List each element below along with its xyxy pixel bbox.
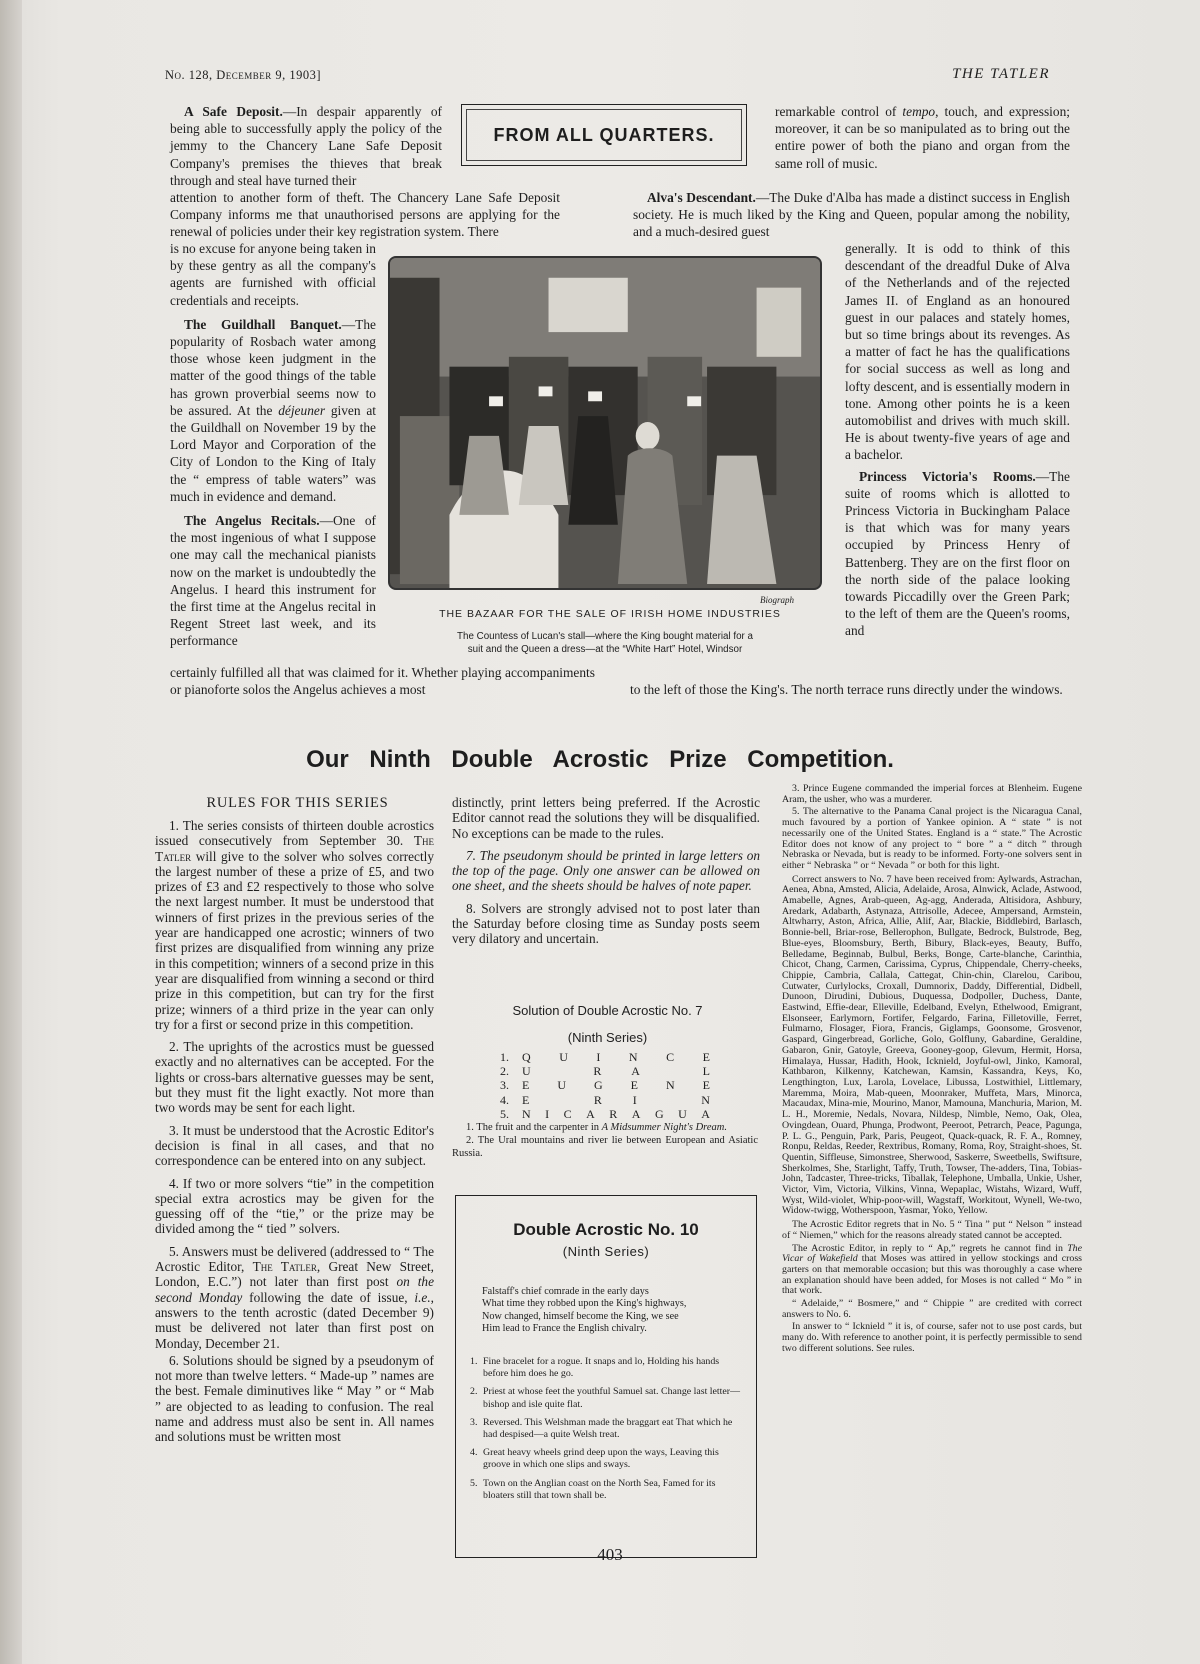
acrostic-10-light-text: Priest at whose feet the youthful Samuel sat. Change last letter—bishop and isle quite flat.	[483, 1386, 740, 1410]
answer-icknield: In answer to “ Icknield ” it is, of course, safer not to use post cards, but many do. With reference to another point, it is perfectly permissible to send two different solutions. See rules.	[782, 1321, 1082, 1354]
solution-letter	[667, 1093, 670, 1107]
reply-ap-3: that Moses was attired in yellow stockings and cross garters on that memorable occasion; but this was thoroughly a case where an explanation should have been added, for Moses is not called “ Mo ” in that work.	[782, 1253, 1082, 1297]
guildhall-body-1: —The popularity of Rosbach water among those whose keen judgment in the matter of the good things of the table has grown proverbial seems now to be assured. At the	[170, 316, 376, 418]
solution-row	[500, 1093, 710, 1107]
solution-letter: A	[631, 1106, 641, 1121]
safe-deposit-wide-text: attention to another form of theft. The Chancery Lane Safe Deposit Company informs me that unauthorised persons are applying for the renewal of policies under their key registration system. There	[170, 190, 560, 240]
guildhall-dejeuner: déjeuner	[278, 402, 326, 418]
correct-answers-intro: Correct answers to No. 7 have been received from:	[792, 873, 996, 885]
acrostic-10-light	[470, 1386, 746, 1410]
magazine-name: THE TATLER	[952, 66, 1050, 82]
column-heading: FROM ALL QUARTERS.	[493, 125, 715, 145]
rules-heading: RULES FOR THIS SERIES	[206, 795, 389, 811]
solution-letter: I	[545, 1106, 550, 1121]
rule-1a: 1. The series consists of thirteen double acrostics issued consecutively from September 30.	[155, 818, 434, 849]
safe-deposit-top	[170, 103, 442, 189]
safe-deposit-body: —In despair apparently of being able to successfully apply the policy of the jemmy to the Chancery Lane Safe Deposit Company's premises the thieves that break through and steal have turned their	[170, 104, 442, 188]
photo-caption-title: THE BAZAAR FOR THE SALE OF IRISH HOME INDUSTRIES	[439, 608, 781, 620]
angelus-wide	[170, 664, 595, 698]
solution-letter: A	[586, 1106, 595, 1121]
acrostic-10-light-text: Town on the Anglian coast on the North Sea, Famed for its bloaters still that town shall be.	[483, 1477, 716, 1501]
rule-6a: 6. Solutions should be signed by a pseudonym of not more than twelve letters. “ Made-up ” names are the best. Female diminutives like “ May ” or “ Mab ” are objected to as leading to confusion. The real name and address must also be sent in. All names and solutions must be written most	[155, 1352, 434, 1445]
acrostic-10-intro-line: Him lead to France the English chivalry.	[482, 1323, 647, 1335]
rule-5a: 5. Answers must be delivered (addressed to “ The Acrostic Editor,	[155, 1243, 434, 1275]
victoria-end	[630, 681, 1070, 698]
solution-letter: E	[702, 1078, 710, 1093]
solution-note-5: 5. The alternative to the Panama Canal project is the Nicaragua Canal, much favoured by a portion of Yankee opinion. A “ state ” is not necessarily one of the United States. England is a “ state.” The Acrostic Editor does not know of any project to “ bore ” a “ ditch ” through Nebraska or Nevada, but is ready to be informed. Forty-one solvers sent in either “ Nebraska ” or “ Nevada ” or both for this light.	[782, 806, 1082, 871]
competition-title: Our Ninth Double Acrostic Prize Competition.	[306, 746, 894, 773]
acrostic-10-light-text: Great heavy wheels grind deep upon the ways, Leaving this groove in which one slips and sways.	[483, 1447, 719, 1471]
acrostic-10-light	[470, 1447, 746, 1471]
issue-line: No. 128, December 9, 1903]	[165, 68, 322, 82]
rules-column-left	[155, 818, 434, 1445]
acrostic-10-light-text: Reversed. This Welshman made the braggart eat That which he had despised—a quite Welsh treat.	[483, 1416, 733, 1441]
safe-deposit-title: A Safe Deposit.	[184, 104, 283, 119]
reply-ap-1: The Acrostic Editor, in reply to “ Ap,” regrets he cannot find in	[792, 1242, 1068, 1254]
acrostic-10-title: Double Acrostic No. 10	[513, 1220, 699, 1239]
rule-5c: on the second Monday	[155, 1274, 434, 1305]
solution-row-number: 5.	[500, 1106, 509, 1121]
solution-row-number: 1.	[500, 1050, 509, 1064]
angelus-cont-2: , touch, and expression; moreover, it can be so manipulated as to bring out the entire power of both the piano and organ from the same roll of music.	[775, 104, 1070, 171]
angelus-tempo: tempo	[902, 104, 936, 119]
solution-letter: E	[630, 1078, 638, 1093]
solution-letter: I	[596, 1050, 601, 1064]
solution-letter: E	[702, 1050, 710, 1064]
solution-letter: N	[665, 1078, 675, 1093]
rule-8: 8. Solvers are strongly advised not to post later than the Saturday before closing time as Sunday posts seem very dilatory and uncertain.	[452, 900, 760, 947]
angelus-cont-1: remarkable control of	[775, 104, 903, 119]
angelus-body-narrow: —One of the most ingenious of what I suppose one may call the mechanical pianists now on the market is undoubtedly the Angelus. I heard this instrument for the first time at the Angelus recital in Regent Street last week, and its performance	[170, 513, 377, 649]
solution-letter: R	[593, 1092, 602, 1107]
acrostic-10-lights	[470, 1356, 746, 1508]
reply-ap-2: The Vicar of Wakefield	[782, 1242, 1082, 1265]
solution-row	[500, 1050, 710, 1064]
acrostic-10-intro-line: Falstaff's chief comrade in the early days	[482, 1286, 649, 1297]
acrostic-10-series: (Ninth Series)	[562, 1244, 650, 1259]
solution-row-letters	[522, 1093, 710, 1107]
solution-letter: N	[628, 1050, 638, 1064]
editor-regret: The Acrostic Editor regrets that in No. 5 “ Tina ” put “ Nelson ” instead of “ Niemen,” which for the reasons already stated cannot be accepted.	[782, 1219, 1082, 1241]
guildhall-body-2: given at the Guildhall on November 19 by the Lord Mayor and Corporation of the City of London to the King of Italy the “ empress of table waters” was much in evidence and demand.	[170, 402, 376, 504]
page-spine-shadow	[0, 0, 22, 1664]
solution-letter: A	[631, 1064, 640, 1079]
acrostic-10-light	[470, 1478, 746, 1502]
solution-row	[500, 1107, 710, 1121]
solution-note-2: 2. The Ural mountains and river lie between European and Asiatic Russia.	[452, 1134, 758, 1159]
solution-note-1b: A Midsummer Night's Dream.	[601, 1122, 728, 1133]
rule-1-tatler: The Tatler	[155, 833, 434, 864]
solution-letter: U	[559, 1050, 568, 1064]
safe-deposit-tail: is no excuse for anyone being taken in by these gentry as all the company's agents are furnished with official credentials and receipts.	[170, 241, 376, 308]
solution-row	[500, 1078, 710, 1092]
rule-2: 2. The uprights of the acrostics must be guessed exactly and no alternatives can be accepted. For the lights or cross-bars alternative guesses may be sent, but they must fit the light exactly. Not more than two words may be sent for each light.	[155, 1039, 434, 1116]
solution-row-letters	[522, 1050, 710, 1064]
solution-note-3: 3. Prince Eugene commanded the imperial forces at Blenheim. Eugene Aram, the usher, who was a murderer.	[782, 783, 1082, 805]
rule-5-tatler: The Tatler	[252, 1259, 317, 1275]
solution-title: Solution of Double Acrostic No. 7	[512, 1003, 703, 1018]
solution-row-number: 2.	[500, 1064, 509, 1079]
rules-column-middle	[452, 795, 760, 947]
victoria-body: —The suite of rooms which is allotted to Princess Victoria in Buckingham Palace is that which was for many years occupied by Princess Henry of Battenberg. They are on the first floor on the north side of the palace looking towards Piccadilly over the Green Park; to the left of them are the Queen's rooms, and	[845, 468, 1070, 639]
solution-letter: G	[593, 1078, 603, 1093]
photo-caption	[380, 630, 830, 656]
solution-row-letters	[522, 1107, 710, 1121]
photo-caption-line-1: The Countess of Lucan's stall—where the King bought material for a	[457, 631, 753, 642]
page-number: 403	[597, 1545, 623, 1564]
rule-5b: , Great New Street, London, E.C.”) not later than first post	[155, 1259, 434, 1290]
solution-notes	[452, 1122, 758, 1160]
acrostic-10-intro	[482, 1286, 738, 1336]
alva-title: Alva's Descendant.	[647, 190, 756, 205]
acrostic-10-intro-line: What time they robbed upon the King's highways,	[482, 1298, 687, 1310]
solution-row-letters	[522, 1064, 710, 1078]
solution-letter: R	[609, 1106, 618, 1121]
rule-1b: will give to the solver who solves correctly the largest number of these a prize of £5, and two prizes of £3 and £2 respectively to those who solve the next largest number. It must be understood that winners of first prizes in the previous series of the year are handicapped one acrostic; winners of two first prizes are disqualified from winning any prize in this competition; winners of a second prize in this year are disqualified from winning a second or third prize in this competition, but can try for the first prize; winners of a third prize in the year can only try for a first or second prize in this competition.	[155, 848, 434, 1032]
solution-series: (Ninth Series)	[567, 1030, 648, 1045]
acrostic-notes-column	[782, 784, 1082, 1357]
solution-letter: E	[522, 1092, 530, 1107]
solution-letter: A	[701, 1106, 710, 1121]
solution-letter: E	[522, 1078, 530, 1093]
solution-letter: N	[522, 1106, 531, 1121]
angelus-title: The Angelus Recitals.	[184, 513, 320, 529]
rule-7: 7. The pseudonym should be printed in large letters on the top of the page. Only one answer can be allowed on one sheet, and the sheets should be halves of note paper.	[452, 847, 760, 894]
solution-grid	[500, 1050, 710, 1121]
guildhall-title: The Guildhall Banquet.	[184, 316, 342, 332]
solution-row-number: 4.	[500, 1092, 509, 1107]
rule-6b: distinctly, print letters being preferred. If the Acrostic Editor cannot read the solutions they will be disqualified. No exceptions can be made to the rules.	[452, 795, 760, 841]
solution-letter: Q	[522, 1050, 531, 1064]
solution-letter: U	[678, 1106, 687, 1121]
safe-deposit-wide	[170, 189, 560, 241]
acrostic-10-light-number: 1.	[470, 1356, 478, 1367]
photo-credit: Biograph	[760, 595, 795, 605]
solution-letter: N	[701, 1092, 710, 1107]
solution-letter	[561, 1064, 564, 1078]
solution-letter: I	[632, 1092, 637, 1107]
solution-letter	[560, 1093, 563, 1107]
acrostic-10-light-text: Fine bracelet for a rogue. It snaps and lo, Holding his hands before him does he go.	[483, 1356, 720, 1380]
acrostic-10-light-number: 4.	[470, 1447, 478, 1459]
solution-letter: G	[654, 1106, 664, 1121]
angelus-body-wide: certainly fulfilled all that was claimed for it. Whether playing accompaniments or pianoforte solos the Angelus achieves a most	[170, 665, 595, 698]
acrostic-10-light-number: 5.	[470, 1477, 478, 1489]
rule-3: 3. It must be understood that the Acrostic Editor's decision is final in all cases, and that no correspondence can be entered into on any subject.	[155, 1122, 434, 1169]
solution-letter: U	[522, 1064, 531, 1079]
solution-letter: C	[666, 1050, 675, 1064]
solution-letter: U	[557, 1078, 566, 1093]
bazaar-photograph	[388, 256, 822, 590]
alva-body-top: —The Duke d'Alba has made a distinct success in English society. He is much liked by the King and Queen, popular among the nobility, and a much-desired guest	[633, 190, 1070, 240]
solution-letter: L	[702, 1064, 710, 1079]
solution-row-number: 3.	[500, 1078, 509, 1093]
alva-body-side: generally. It is odd to think of this descendant of the dreadful Duke of Alva of the Netherlands and of the rejected James II. of England as an honoured guest in our palaces and stately homes, but so time brings about its revenges. As a matter of fact he has the qualifications for social success as well as long and lofty descent, and is essentially modern in tone. Among other points he is a keen automobilist and drives with much skill. He is about twenty-five years of age and a bachelor.	[845, 241, 1070, 463]
solution-letter	[670, 1064, 673, 1078]
solution-letter: C	[563, 1106, 572, 1121]
victoria-title: Princess Victoria's Rooms.	[859, 468, 1036, 484]
running-header	[165, 66, 1050, 86]
rule-5d: following the date of issue,	[242, 1289, 415, 1305]
alva-top	[633, 189, 1070, 241]
right-narrow-column	[845, 240, 1070, 640]
from-all-quarters-box	[461, 104, 747, 166]
bazaar-photo-illustration	[390, 258, 820, 588]
rule-4: 4. If two or more solvers “tie” in the competition special extra acrostics may be given for the guessing off of the “tie,” or the prize may be divided among the “ tied ” solvers.	[155, 1175, 434, 1237]
rule-5e: i.e.	[414, 1289, 431, 1305]
correct-answers-names: Aylwards, Astrachan, Aenea, Abna, Amsted, Alicia, Adelaide, Arosa, Alnwick, Aclade, Astwood, Amabelle, Agnes, Arab-queen, Ag-agg, Anderada, Altisidora, Ashbury, Aredark, Adabarth, Astynaza, Attrisolle, Adecee, Ampersand, Armstein, Altwharry, Aston, Africa, Allie, Alif, Aar, Blackie, Biddlebird, Barlasch, Bonnie-bell, Briar-rose, Bellerophon, Bullgate, Bedrock, Bulstrode, Beg, Blue-eyes, Bloomsbury, Berth, Bibury, Black-eyes, Beauty, Buffo, Belledame, Beginnab, Bulbul, Berks, Bonge, Carte-blanche, Carinthia, Chicot, Chang, Carmen, Carissima, Cyprus, Chippendale, Cherry-cheeks, Chippie, Cambria, Callala, Cattegat, Chin-chin, Clarelou, Caribou, Cutwater, Curlylocks, Croxall, Dumnorix, Daddy, Differential, Didbell, Dunoon, Dirudini, Dubious, Duquessa, Dodpoller, Duchess, Dante, Eastwind, Effie-dear, Elleville, Edelband, Evelyn, Ethelwood, Emigrant, Elsonseer, Earlymorn, Fortifer, Felgardo, Farina, Filletoville, Ferret, Fulmarno, Flosager, Fiora, Francis, Giglamps, Goonsome, Grosvenor, Gaspard, Gingerbread, Gorliche, Golo, Golfluny, Gabardine, Geraldine, Gabaron, Gnir, Gatoyle, Greeva, Gooney-goop, Glevum, Hermit, Horsa, Himalaya, Hussar, Hadith, Hook, Icknield, Joyful-owl, Jinko, Kamoral, Kathbaron, Kilkenny, Katchewan, Kamsin, Kassandra, Keys, Ko, Lengthington, Lux, Larola, Lovelace, Libussa, Lostwithiel, Littlemary, Maremma, Moira, Mab-queen, Moonraker, Muffeta, Mars, Minorca, Macaudax, Mina-mie, Mourino, Manor, Mamouna, Manchuria, Marion, M. L. H., Moremie, Nedals, Novara, Nildesp, Nimble, Nemo, Oak, Olea, Ovingdean, Ouard, Phunga, Prodwont, Peeroot, Petrarch, Peace, Pagunga, P. L. G., Penguin, Park, Paris, Peugeot, Quack-quack, R. F. A., Romney, Ronpu, Reldas, Reeder, Rextribus, Romany, Roma, Roy, Straight-shoes, St. Quentin, Siffleuse, Simonstree, Sherwood, Saskerre, Sweetbells, Swiftsure, Sherkolmes, She, Starlight, Taffy, Truth, Towser, The-adders, Tina, Tobias-John, Tadcaster, Three-tricks, Tiballak, Telephone, Umballa, Unkie, Usher, Victor, Vim, Victoria, Vilkins, Vinna, Wepaplac, Wistahs, Wizard, Wuff, Wyst, Wild-violet, Whip-poor-will, Wagstaff, Workitout, Wynell, We-two, Widow-twigg, Wotherspoon, Yasmar, Yoko, Yellow.	[782, 873, 1082, 1217]
solution-letter: R	[593, 1064, 602, 1079]
acrostic-10-intro-line: Now changed, himself become the King, we see	[482, 1310, 679, 1322]
solution-note-1a: 1. The fruit and the carpenter in	[466, 1122, 602, 1133]
solution-row-letters	[522, 1078, 710, 1092]
credited-solvers: “ Adelaide,” “ Bosmere,” and “ Chippie ” are credited with correct answers to No. 6.	[782, 1298, 1082, 1320]
victoria-body-end: to the left of those the King's. The north terrace runs directly under the windows.	[630, 682, 1063, 697]
acrostic-10-light-number: 3.	[470, 1416, 478, 1428]
acrostic-10-light	[470, 1356, 746, 1380]
rule-5f: , answers to the tenth acrostic (dated December 9) must be delivered not later than first post on Monday, December 21.	[155, 1289, 434, 1351]
left-narrow-column	[170, 240, 376, 650]
acrostic-10-light	[470, 1417, 746, 1441]
photo-caption-line-2: suit and the Queen a dress—at the “White Hart” Hotel, Windsor	[467, 644, 743, 655]
angelus-continued	[775, 103, 1070, 172]
acrostic-10-light-number: 2.	[470, 1386, 478, 1398]
solution-row	[500, 1064, 710, 1078]
double-acrostic-10-box	[455, 1195, 757, 1558]
